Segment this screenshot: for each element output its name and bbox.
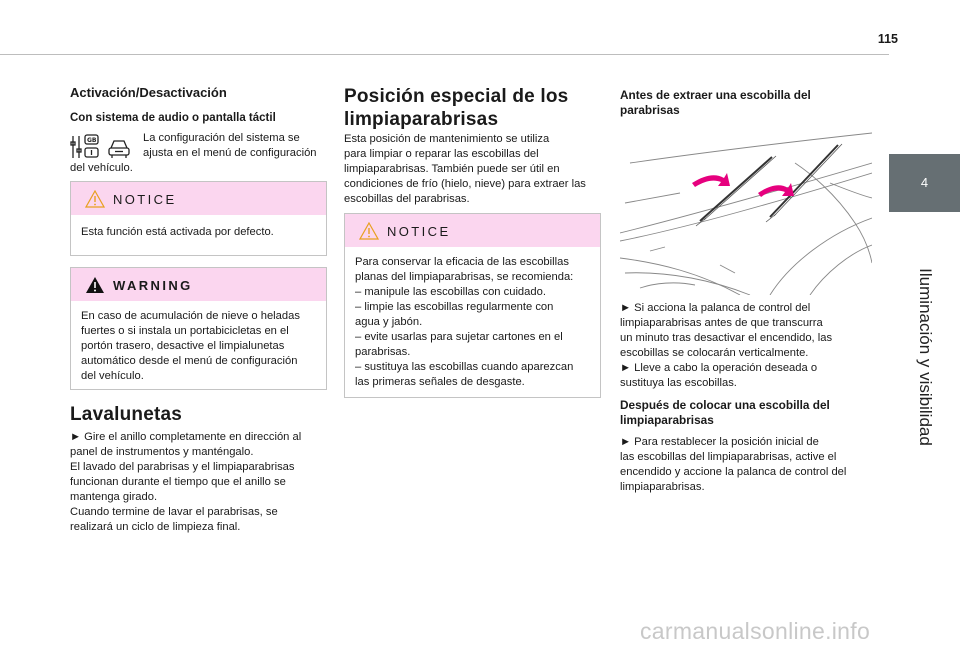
page-number: 115 xyxy=(877,32,898,46)
body-line: Esta posición de mantenimiento se utiliza xyxy=(344,133,550,145)
heading-antes xyxy=(620,88,811,118)
notice-line: – evite usarlas para sujetar cartones en el xyxy=(355,331,563,343)
notice-line: – sustituya las escobillas cuando aparezcan xyxy=(355,361,574,373)
heading-despues xyxy=(620,398,830,428)
body-line: limpiaparabrisas antes de que transcurra xyxy=(620,317,823,329)
settings-icon xyxy=(70,134,132,160)
despues-body xyxy=(620,435,846,495)
body-line: sustituya las escobillas. xyxy=(620,377,737,389)
body-line: encendido y accione la palanca de control del xyxy=(620,466,847,478)
header-rule xyxy=(0,54,889,55)
heading-line: Después de colocar una escobilla del xyxy=(620,398,830,412)
windshield-wiper-illustration xyxy=(620,123,872,295)
warning-icon xyxy=(85,276,105,294)
notice-box-1 xyxy=(70,181,327,256)
notice-label: NOTICE xyxy=(387,224,451,239)
body-line: las escobillas del limpiaparabrisas, active el xyxy=(620,451,837,463)
body-line: funcionan durante el tiempo que el anillo se xyxy=(70,476,286,488)
warning-line: automático desde el menú de configuración xyxy=(81,355,298,367)
chapter-tab[interactable]: 4 xyxy=(889,154,960,212)
lavalunetas-body xyxy=(70,430,301,535)
icon-text-line2: ajusta en el menú de configuración xyxy=(143,147,317,159)
heading-line: Antes de extraer una escobilla del xyxy=(620,88,811,102)
warning-line: fuertes o si instala un portabicicletas en el xyxy=(81,325,289,337)
svg-text:GB: GB xyxy=(87,137,97,144)
body-line: limpiaparabrisas. También puede ser útil en xyxy=(344,163,560,175)
notice-line: – limpie las escobillas regularmente con xyxy=(355,301,554,313)
title-line: Posición especial de los xyxy=(344,86,569,107)
section-title-lavalunetas: Lavalunetas xyxy=(70,404,183,425)
body-line: condiciones de frío (hielo, nieve) para extraer las xyxy=(344,178,586,190)
icon-text-line3: del vehículo. xyxy=(70,162,133,174)
notice-label: NOTICE xyxy=(113,192,177,207)
body-line: mantenga girado. xyxy=(70,491,158,503)
heading-line: parabrisas xyxy=(620,103,680,117)
body-line: ► Si acciona la palanca de control del xyxy=(620,302,811,314)
warning-body xyxy=(71,301,326,392)
notice-line: planas del limpiaparabrisas, se recomienda: xyxy=(355,271,574,283)
body-line: para limpiar o reparar las escobillas del xyxy=(344,148,539,160)
body-line: realizará un ciclo de limpieza final. xyxy=(70,521,241,533)
notice-line: – manipule las escobillas con cuidado. xyxy=(355,286,546,298)
title-line: limpiaparabrisas xyxy=(344,109,499,130)
posicion-body xyxy=(344,132,586,207)
heading-line: limpiaparabrisas xyxy=(620,413,714,427)
caution-icon xyxy=(85,190,105,208)
body-line: Cuando termine de lavar el parabrisas, se xyxy=(70,506,278,518)
warning-box xyxy=(70,267,327,390)
body-line: ► Para restablecer la posición inicial de xyxy=(620,436,819,448)
warning-label: WARNING xyxy=(113,278,193,293)
body-line: El lavado del parabrisas y el limpiaparabrisas xyxy=(70,461,295,473)
warning-line: En caso de acumulación de nieve o heladas xyxy=(81,310,300,322)
section-title-posicion xyxy=(344,85,568,131)
notice-line: Para conservar la eficacia de las escobillas xyxy=(355,256,569,268)
notice-body xyxy=(345,247,600,398)
notice-line: las primeras señales de desgaste. xyxy=(355,376,525,388)
heading-activation: Activación/Desactivación xyxy=(70,85,227,100)
body-line: ► Gire el anillo completamente en dirección al xyxy=(70,431,302,443)
icon-text-line1: La configuración del sistema se xyxy=(143,132,300,144)
warning-line: del vehículo. xyxy=(81,370,144,382)
notice-line: agua y jabón. xyxy=(355,316,423,328)
antes-body xyxy=(620,301,832,391)
warning-line: portón trasero, desactive el limpialunetas xyxy=(81,340,285,352)
body-line: limpiaparabrisas. xyxy=(620,481,705,493)
notice-line: parabrisas. xyxy=(355,346,411,358)
body-line: escobillas del parabrisas. xyxy=(344,193,470,205)
caution-icon xyxy=(359,222,379,240)
notice-header xyxy=(71,182,326,215)
watermark: carmanualsonline.info xyxy=(640,618,871,644)
notice-text: Esta función está activada por defecto. xyxy=(81,226,274,238)
notice-header xyxy=(345,214,600,247)
body-line: un minuto tras desactivar el encendido, las xyxy=(620,332,833,344)
chapter-side-title xyxy=(889,212,960,502)
notice-box-2 xyxy=(344,213,601,398)
side-title-text: Iluminación y visibilidad xyxy=(915,268,935,446)
body-line: escobillas se colocarán verticalmente. xyxy=(620,347,809,359)
subheading-audio: Con sistema de audio o pantalla táctil xyxy=(70,112,276,124)
warning-header xyxy=(71,268,326,301)
body-line: panel de instrumentos y manténgalo. xyxy=(70,446,254,458)
body-line: ► Lleve a cabo la operación deseada o xyxy=(620,362,818,374)
